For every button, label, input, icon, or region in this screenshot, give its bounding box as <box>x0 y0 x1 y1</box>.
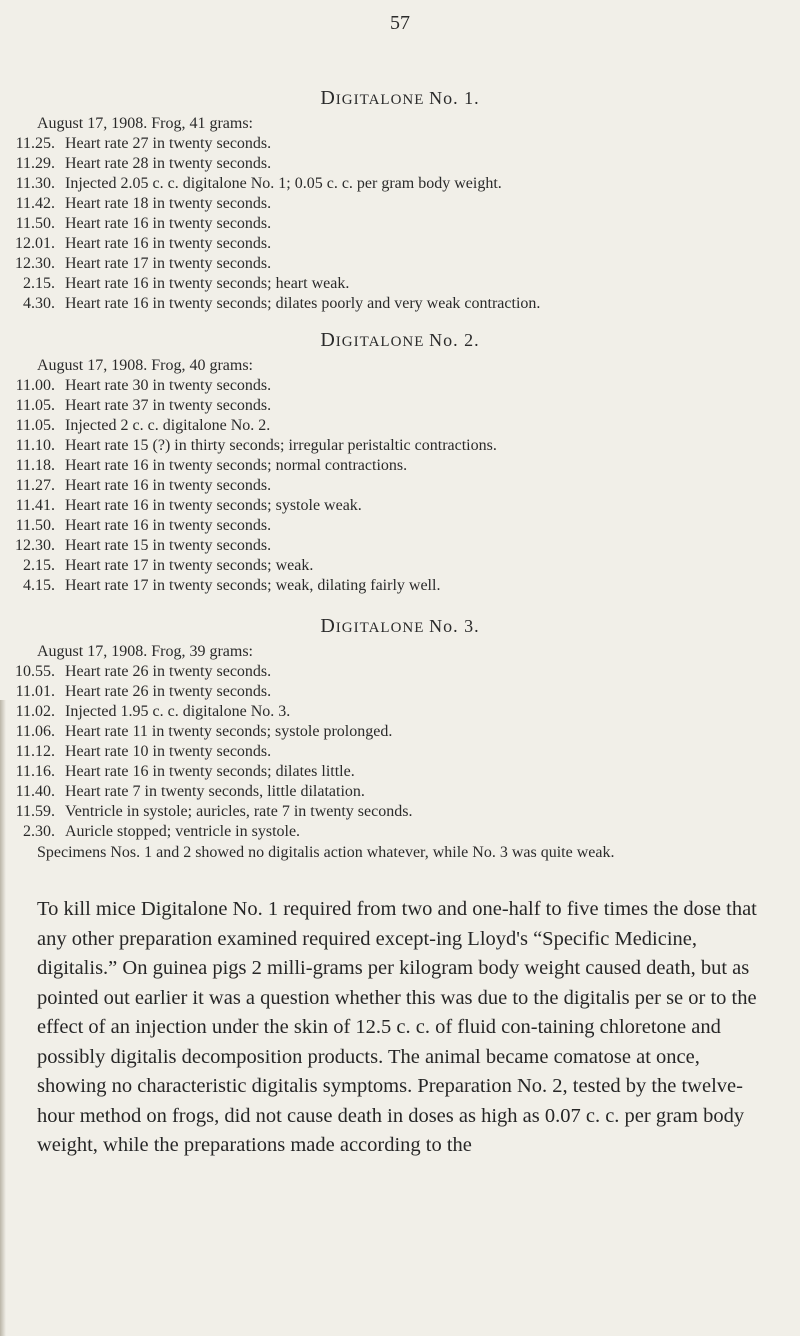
heading-number: No. 3. <box>429 616 480 636</box>
observation-row <box>0 662 800 682</box>
section-heading <box>0 615 800 637</box>
observation-time: 11.29. <box>15 155 55 172</box>
observation-time: 12.01. <box>15 235 55 252</box>
observation-time: 11.00. <box>15 377 55 394</box>
observation-row <box>0 456 800 476</box>
observation-note: Ventricle in systole; auricles, rate 7 in twenty seconds. <box>65 803 413 820</box>
observation-row <box>0 396 800 416</box>
heading-initial: D <box>320 615 336 637</box>
body-paragraph: To kill mice Digitalone No. 1 required from two and one-half to five times the dose that any other preparation examined required except-ing Lloyd's “Specific Medicine, digitalis.” On guinea pigs 2 milli-grams per kilogram body weight caused death, but as pointed out earlier it was a question whether this was due to the digitalis per se or to the effect of an injection under the skin of 12.5 c. c. of fluid con-taining chloretone and possibly digitalis decomposition products. The animal became comatose at once, showing no characteristic digitalis symptoms. Preparation No. 2, tested by the twelve-hour method on frogs, did not cause death in doses as high as 0.07 c. c. per gram body weight, while the preparations made according to the <box>37 898 757 1156</box>
observation-time: 12.30. <box>15 255 55 272</box>
observation-row <box>0 556 800 576</box>
observation-time: 11.02. <box>15 703 55 720</box>
experiment-intro: August 17, 1908. Frog, 40 grams: <box>37 357 253 374</box>
observation-note: Auricle stopped; ventricle in systole. <box>65 823 301 840</box>
observation-row <box>0 702 800 722</box>
observation-row <box>0 376 800 396</box>
digitalone-3-section <box>0 615 800 842</box>
observation-time: 11.50. <box>15 517 55 534</box>
heading-word: IGITALONE <box>335 92 425 108</box>
observation-row <box>0 536 800 556</box>
observation-list <box>0 662 800 842</box>
observation-time: 11.50. <box>15 215 55 232</box>
observation-row <box>0 294 800 314</box>
observation-row <box>0 214 800 234</box>
observation-time: 11.05. <box>15 417 55 434</box>
observation-row <box>0 802 800 822</box>
observation-row <box>0 722 800 742</box>
observation-list <box>0 134 800 314</box>
observation-note: Heart rate 16 in twenty seconds. <box>65 517 272 534</box>
observation-time: 11.10. <box>15 437 55 454</box>
observation-row <box>0 496 800 516</box>
observation-note: Heart rate 17 in twenty seconds; weak. <box>65 557 314 574</box>
observation-time: 11.40. <box>15 783 55 800</box>
observation-row <box>0 782 800 802</box>
observation-note: Heart rate 16 in twenty seconds. <box>65 215 272 232</box>
heading-number: No. 1. <box>429 88 480 108</box>
heading-initial: D <box>320 329 336 351</box>
observation-time: 11.05. <box>15 397 55 414</box>
observation-time: 11.59. <box>15 803 55 820</box>
observation-row <box>0 134 800 154</box>
page-number: 57 <box>390 12 410 34</box>
observation-note: Heart rate 37 in twenty seconds. <box>65 397 272 414</box>
observation-row <box>0 174 800 194</box>
digitalone-1-section <box>0 87 800 314</box>
observation-note: Heart rate 26 in twenty seconds. <box>65 663 272 680</box>
observation-time: 11.12. <box>15 743 55 760</box>
observation-row <box>0 742 800 762</box>
heading-number: No. 2. <box>429 330 480 350</box>
observation-time: 2.30. <box>23 823 55 840</box>
observation-note: Heart rate 17 in twenty seconds; weak, dilating fairly well. <box>65 577 441 594</box>
observation-note: Injected 2 c. c. digitalone No. 2. <box>65 417 271 434</box>
observation-time: 11.41. <box>15 497 55 514</box>
observation-time: 2.15. <box>23 557 55 574</box>
observation-row <box>0 416 800 436</box>
heading-word: IGITALONE <box>335 334 425 350</box>
heading-word: IGITALONE <box>335 620 425 636</box>
observation-row <box>0 682 800 702</box>
observation-row <box>0 254 800 274</box>
observation-note: Heart rate 16 in twenty seconds; normal contractions. <box>65 457 408 474</box>
section-heading <box>0 329 800 351</box>
observation-time: 11.27. <box>15 477 55 494</box>
observation-row <box>0 274 800 294</box>
experiment-intro: August 17, 1908. Frog, 41 grams: <box>37 115 253 132</box>
observation-row <box>0 234 800 254</box>
observation-note: Injected 2.05 c. c. digitalone No. 1; 0.05 c. c. per gram body weight. <box>65 175 502 192</box>
observation-time: 4.30. <box>23 295 55 312</box>
specimens-note: Specimens Nos. 1 and 2 showed no digitalis action whatever, while No. 3 was quite weak. <box>37 844 615 861</box>
observation-time: 11.06. <box>15 723 55 740</box>
observation-time: 4.15. <box>23 577 55 594</box>
observation-time: 11.30. <box>15 175 55 192</box>
observation-time: 11.01. <box>15 683 55 700</box>
observation-note: Heart rate 28 in twenty seconds. <box>65 155 272 172</box>
observation-row <box>0 154 800 174</box>
observation-row <box>0 762 800 782</box>
observation-note: Heart rate 16 in twenty seconds. <box>65 235 272 252</box>
observation-time: 2.15. <box>23 275 55 292</box>
observation-note: Heart rate 10 in twenty seconds. <box>65 743 272 760</box>
observation-note: Heart rate 15 (?) in thirty seconds; irregular peristaltic contractions. <box>65 437 497 454</box>
observation-time: 12.30. <box>15 537 55 554</box>
observation-row <box>0 822 800 842</box>
observation-note: Heart rate 26 in twenty seconds. <box>65 683 272 700</box>
section-heading <box>0 87 800 109</box>
observation-note: Heart rate 7 in twenty seconds, little dilatation. <box>65 783 365 800</box>
observation-note: Heart rate 18 in twenty seconds. <box>65 195 272 212</box>
observation-note: Heart rate 16 in twenty seconds. <box>65 477 272 494</box>
observation-time: 11.18. <box>15 457 55 474</box>
observation-row <box>0 194 800 214</box>
observation-time: 11.25. <box>15 135 55 152</box>
observation-time: 11.42. <box>15 195 55 212</box>
observation-row <box>0 436 800 456</box>
observation-note: Heart rate 16 in twenty seconds; dilates little. <box>65 763 355 780</box>
observation-note: Heart rate 30 in twenty seconds. <box>65 377 272 394</box>
observation-note: Heart rate 15 in twenty seconds. <box>65 537 272 554</box>
heading-initial: D <box>320 87 336 109</box>
observation-row <box>0 516 800 536</box>
digitalone-2-section <box>0 329 800 596</box>
observation-note: Injected 1.95 c. c. digitalone No. 3. <box>65 703 291 720</box>
observation-note: Heart rate 17 in twenty seconds. <box>65 255 272 272</box>
observation-note: Heart rate 16 in twenty seconds; heart weak. <box>65 275 350 292</box>
observation-note: Heart rate 16 in twenty seconds; systole weak. <box>65 497 362 514</box>
observation-list <box>0 376 800 596</box>
experiment-intro: August 17, 1908. Frog, 39 grams: <box>37 643 253 660</box>
observation-time: 10.55. <box>15 663 55 680</box>
observation-row <box>0 576 800 596</box>
observation-row <box>0 476 800 496</box>
observation-note: Heart rate 27 in twenty seconds. <box>65 135 272 152</box>
observation-note: Heart rate 11 in twenty seconds; systole prolonged. <box>65 723 393 740</box>
observation-note: Heart rate 16 in twenty seconds; dilates poorly and very weak contraction. <box>65 295 541 312</box>
observation-time: 11.16. <box>15 763 55 780</box>
